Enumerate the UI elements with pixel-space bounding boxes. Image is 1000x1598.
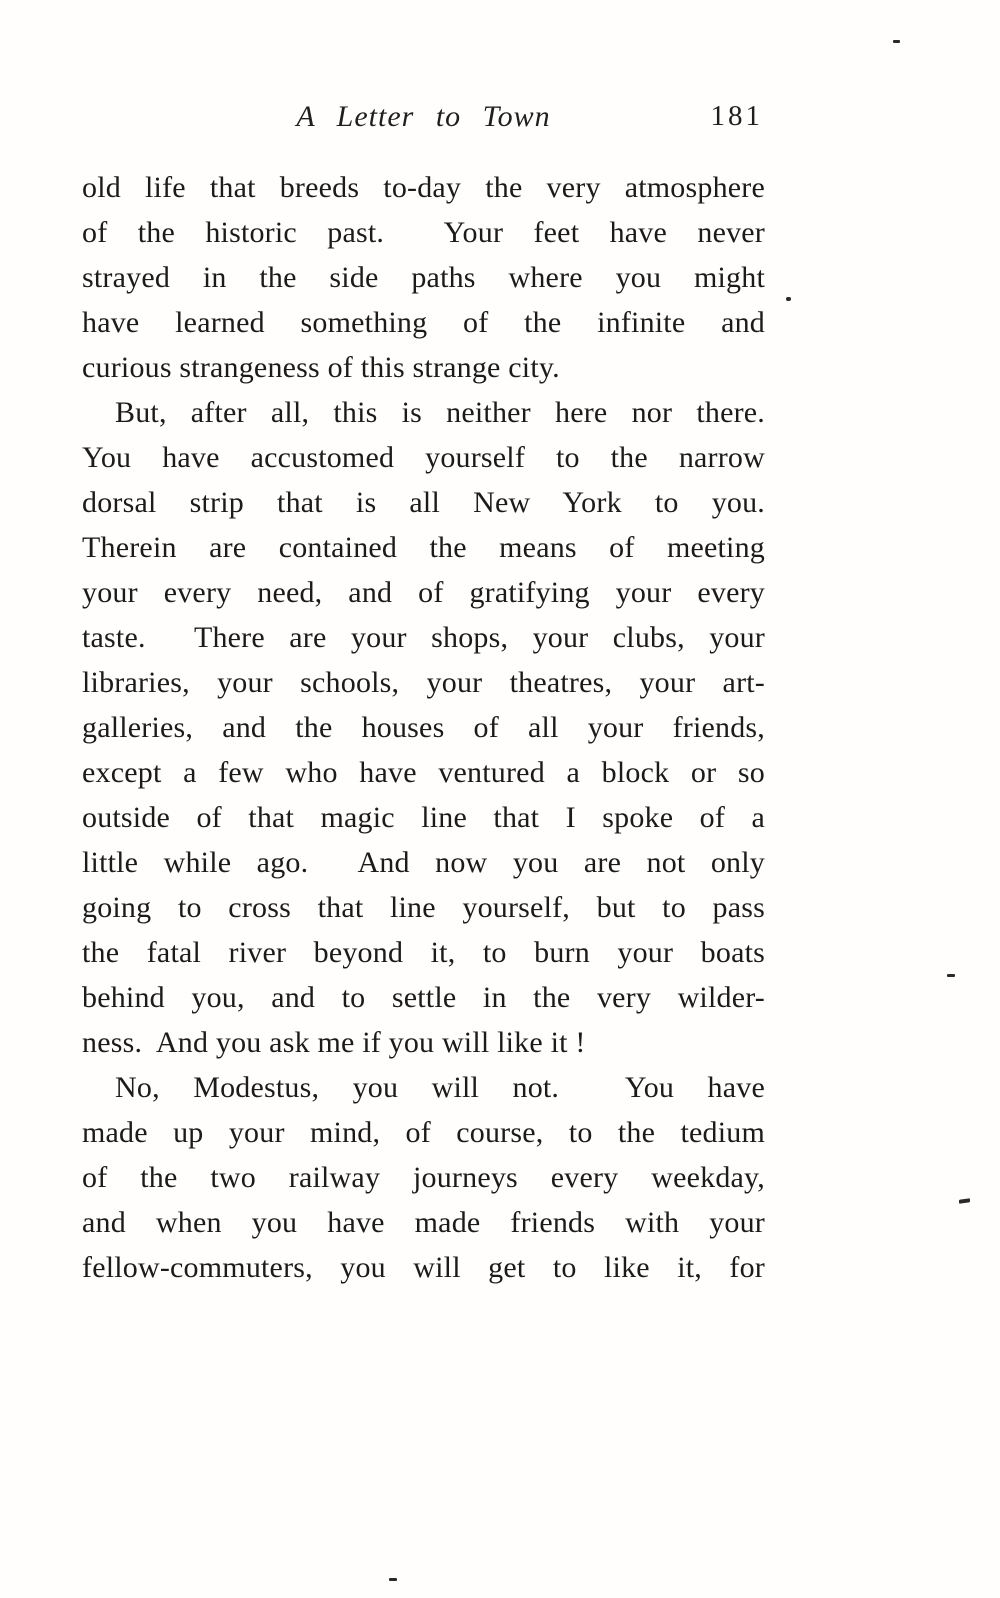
- text-line: libraries, your schools, your theatres, your art-: [82, 666, 765, 699]
- text-line: dorsal strip that is all New York to you.: [82, 486, 765, 519]
- text-line: ness. And you ask me if you will like it !: [82, 1026, 586, 1059]
- text-line: galleries, and the houses of all your friends,: [82, 711, 765, 744]
- text-line: strayed in the side paths where you might: [82, 261, 765, 294]
- text-line: of the historic past. Your feet have never: [82, 216, 765, 249]
- text-line: No, Modestus, you will not. You have: [115, 1071, 765, 1104]
- text-line: You have accustomed yourself to the narrow: [82, 441, 765, 474]
- text-line: But, after all, this is neither here nor there.: [115, 396, 765, 429]
- text-line: going to cross that line yourself, but to pass: [82, 891, 765, 924]
- scan-speck: [389, 1578, 397, 1581]
- scan-speck: [947, 974, 955, 977]
- text-line: outside of that magic line that I spoke of a: [82, 801, 765, 834]
- text-line: fellow-commuters, you will get to like it, for: [82, 1251, 765, 1284]
- text-line: Therein are contained the means of meeting: [82, 531, 765, 564]
- paragraph: [82, 165, 765, 390]
- paragraph: [82, 390, 765, 1065]
- scan-speck: [959, 1198, 970, 1204]
- text-line: your every need, and of gratifying your every: [82, 576, 765, 609]
- text-line: little while ago. And now you are not only: [82, 846, 765, 879]
- text-line: made up your mind, of course, to the tedium: [82, 1116, 765, 1149]
- running-header: [82, 100, 765, 140]
- text-line: the fatal river beyond it, to burn your boats: [82, 936, 765, 969]
- text-line: behind you, and to settle in the very wilder-: [82, 981, 765, 1014]
- text-line: of the two railway journeys every weekday,: [82, 1161, 765, 1194]
- page-body: [82, 165, 765, 1290]
- text-line: have learned something of the infinite and: [82, 306, 765, 339]
- text-line: taste. There are your shops, your clubs, your: [82, 621, 765, 654]
- text-line: except a few who have ventured a block or so: [82, 756, 765, 789]
- text-line: old life that breeds to-day the very atmosphere: [82, 171, 765, 204]
- page-number: 181: [710, 100, 763, 132]
- running-header-title: A Letter to Town: [296, 100, 551, 133]
- text-line: curious strangeness of this strange city.: [82, 351, 560, 384]
- scan-speck: [786, 297, 791, 301]
- text-line: and when you have made friends with your: [82, 1206, 765, 1239]
- paragraph: [82, 1065, 765, 1290]
- scan-speck: [893, 40, 900, 43]
